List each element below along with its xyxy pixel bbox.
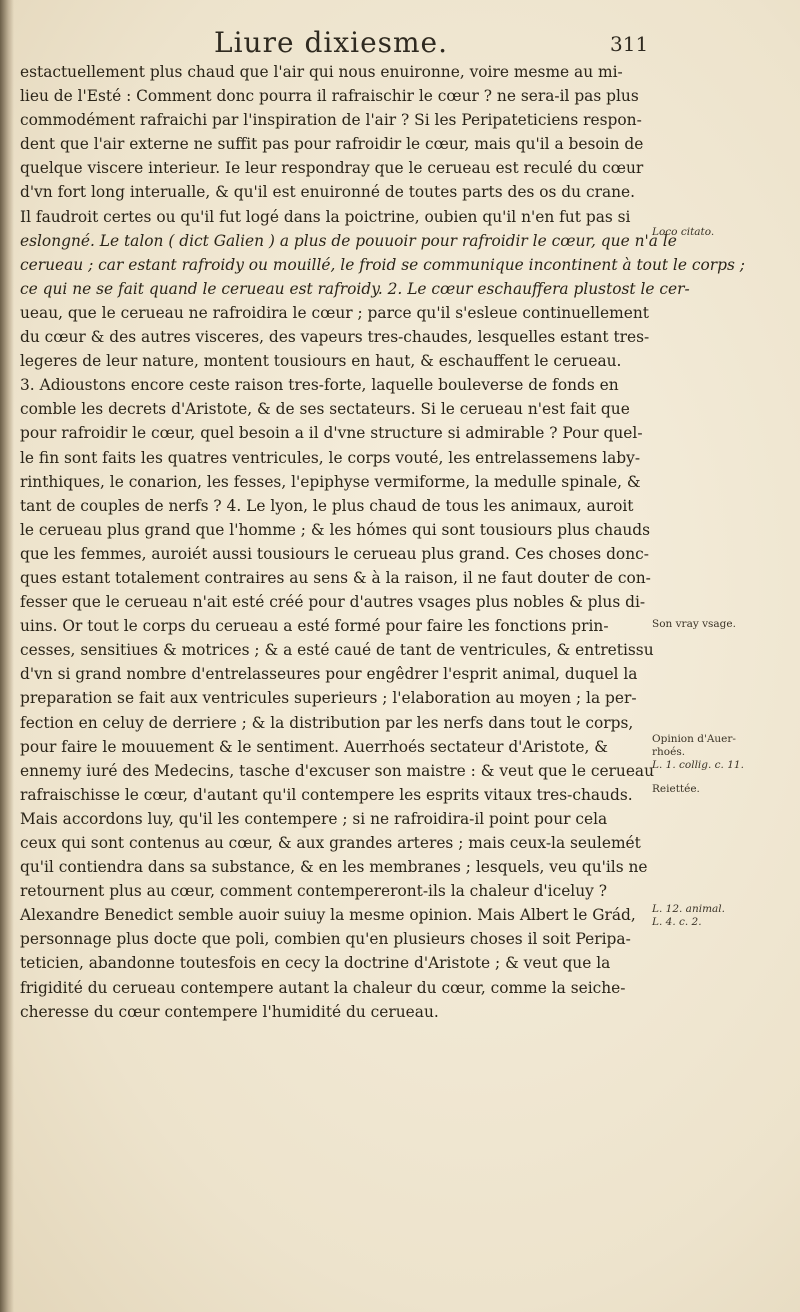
text-line: rinthiques, le conarion, les fesses, l'epiphyse vermiforme, la medulle spinale, &	[20, 472, 641, 491]
margin-note: Opinion d'Auer-	[652, 733, 736, 745]
running-head: Liure dixiesme.	[214, 26, 449, 59]
margin-note: rhoés.	[652, 746, 686, 758]
text-line: teticien, abandonne toutesfois en cecy la doctrine d'Aristote ; & veut que la	[20, 954, 611, 973]
text-line: legeres de leur nature, montent tousiours en haut, & eschauffent le cerueau.	[20, 352, 622, 371]
text-line: uins. Or tout le corps du cerueau a esté formé pour faire les fonctions prin-	[20, 617, 609, 636]
text-line: d'vn si grand nombre d'entrelasseures pour engêdrer l'esprit animal, duquel la	[20, 665, 638, 684]
text-line: tant de couples de nerfs ? 4. Le lyon, le plus chaud de tous les animaux, auroit	[20, 496, 634, 515]
text-line: ennemy iuré des Medecins, tasche d'excuser son maistre : & veut que le cerueau	[20, 761, 655, 780]
text-line: dent que l'air externe ne suffit pas pour rafroidir le cœur, mais qu'il a besoin de	[20, 135, 644, 154]
page-gutter-shadow	[0, 0, 14, 1312]
text-line: d'vn fort long interualle, & qu'il est enuironné de toutes parts des os du crane.	[20, 183, 636, 202]
text-line: pour rafroidir le cœur, quel besoin a il d'vne structure si admirable ? Pour quel-	[20, 424, 643, 443]
text-line: comble les decrets d'Aristote, & de ses sectateurs. Si le cerueau n'est fait que	[20, 400, 630, 419]
text-line: ce qui ne se fait quand le cerueau est rafroidy. 2. Le cœur eschauffera plustost le cer-	[20, 279, 690, 298]
text-line: que les femmes, auroiét aussi tousiours le cerueau plus grand. Ces choses donc-	[20, 544, 649, 563]
text-line: le fin sont faits les quatres ventricules, le corps vouté, les entrelassemens laby-	[20, 448, 641, 467]
text-line: qu'il contiendra dans sa substance, & en les membranes ; lesquels, veu qu'ils ne	[20, 858, 648, 877]
text-line: cesses, sensitiues & motrices ; & a esté caué de tant de ventricules, & entretissu	[20, 641, 654, 660]
text-line: 3. Adioustons encore ceste raison tres-forte, laquelle bouleverse de fonds en	[20, 376, 619, 395]
text-line: retournent plus au cœur, comment contempereront-ils la chaleur d'iceluy ?	[20, 882, 607, 901]
text-line: personnage plus docte que poli, combien qu'en plusieurs choses il soit Peripa-	[20, 930, 631, 949]
text-line: rafraischisse le cœur, d'autant qu'il contempere les esprits vitaux tres-chauds.	[20, 785, 633, 804]
text-line: cerueau ; car estant rafroidy ou mouillé, le froid se communique incontinent à tout le corps ;	[20, 255, 745, 274]
text-line: ques estant totalement contraires au sens & à la raison, il ne faut douter de con-	[20, 568, 651, 587]
margin-note: L. 12. animal.	[652, 903, 725, 915]
text-line: quelque viscere interieur. Ie leur respondray que le cerueau est reculé du cœur	[20, 159, 644, 178]
text-line: du cœur & des autres visceres, des vapeurs tres-chaudes, lesquelles estant tres-	[20, 328, 650, 347]
text-line: frigidité du cerueau contempere autant la chaleur du cœur, comme la seiche-	[20, 978, 626, 997]
margin-note: Son vray vsage.	[652, 618, 736, 630]
margin-note: L. 1. collig. c. 11.	[652, 759, 744, 771]
text-line: Alexandre Benedict semble auoir suiuy la mesme opinion. Mais Albert le Grád,	[20, 906, 636, 925]
text-line: Il faudroit certes ou qu'il fut logé dans la poictrine, oubien qu'il n'en fut pas si	[20, 207, 631, 226]
text-line: eslongné. Le talon ( dict Galien ) a plus de pouuoir pour rafroidir le cœur, que n'a le	[20, 231, 677, 250]
text-line: pour faire le mouuement & le sentiment. Auerrhoés sectateur d'Aristote, &	[20, 737, 608, 756]
margin-note: L. 4. c. 2.	[652, 916, 702, 928]
text-line: cheresse du cœur contempere l'humidité du cerueau.	[20, 1002, 439, 1021]
margin-note: Reiettée.	[652, 783, 700, 795]
text-line: le cerueau plus grand que l'homme ; & les hómes qui sont tousiours plus chauds	[20, 520, 651, 539]
text-line: Mais accordons luy, qu'il les contempere ; si ne rafroidira-il point pour cela	[20, 809, 608, 828]
margin-note: Loco citato.	[652, 226, 715, 238]
page-number: 311	[610, 32, 649, 56]
text-line: fesser que le cerueau n'ait esté créé pour d'autres vsages plus nobles & plus di-	[20, 593, 646, 612]
text-line: ueau, que le cerueau ne rafroidira le cœur ; parce qu'il s'esleue continuellement	[20, 303, 649, 322]
text-line: estactuellement plus chaud que l'air qui nous enuironne, voire mesme au mi-	[20, 63, 623, 81]
text-line: commodément rafraichi par l'inspiration de l'air ? Si les Peripateticiens respon-	[20, 111, 642, 130]
text-line: ceux qui sont contenus au cœur, & aux grandes arteres ; mais ceux-la seulemét	[20, 834, 641, 852]
text-line: lieu de l'Esté : Comment donc pourra il rafraischir le cœur ? ne sera-il pas plus	[20, 87, 639, 106]
text-line: fection en celuy de derriere ; & la distribution par les nerfs dans tout le corps,	[20, 713, 634, 732]
text-line: preparation se fait aux ventricules superieurs ; l'elaboration au moyen ; la per-	[20, 689, 637, 708]
